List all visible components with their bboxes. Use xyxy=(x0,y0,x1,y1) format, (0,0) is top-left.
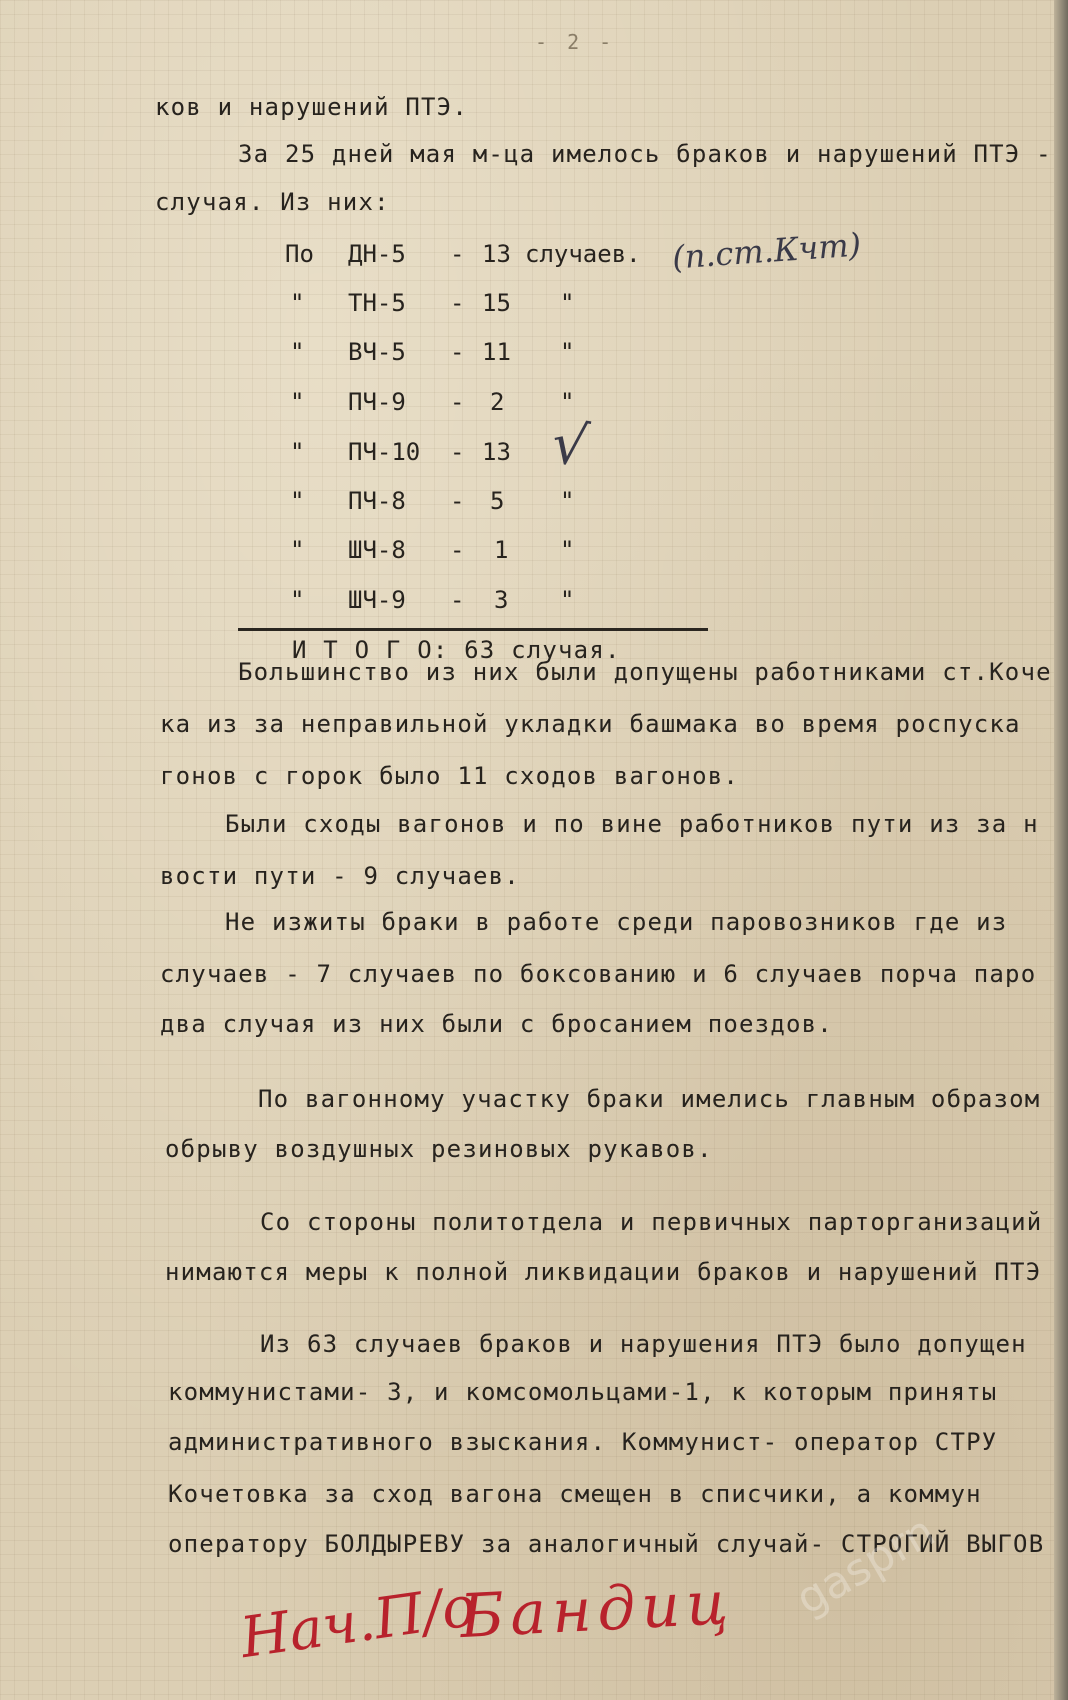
row-unit-word: " xyxy=(560,388,575,416)
row-dash: - xyxy=(450,388,465,416)
handwritten-note: (п.ст.Кчт) xyxy=(670,225,863,277)
text-line: За 25 дней мая м-ца имелось браков и нарушений ПТЭ - xyxy=(238,140,1052,168)
row-unit: ПЧ-9 xyxy=(348,388,406,416)
row-dash: - xyxy=(450,438,465,466)
row-count: 1 xyxy=(494,536,509,564)
row-dash: - xyxy=(450,487,465,515)
row-unit: ТН-5 xyxy=(348,289,406,317)
text-line: коммунистами- 3, и комсомольцами-1, к которым приняты xyxy=(168,1378,998,1406)
total-rule xyxy=(238,628,708,631)
row-prefix: По xyxy=(285,240,314,268)
text-line: вости пути - 9 случаев. xyxy=(160,862,520,890)
row-prefix: " xyxy=(290,487,305,515)
text-line: нимаются меры к полной ликвидации браков и нарушений ПТЭ xyxy=(165,1258,1042,1286)
row-count: 13 xyxy=(482,240,511,268)
signature: Бандиц xyxy=(458,1567,736,1653)
row-unit-word: " xyxy=(560,289,575,317)
row-unit-word: " xyxy=(560,536,575,564)
text-line: административного взыскания. Коммунист- оператор СТРУ xyxy=(168,1428,998,1456)
row-dash: - xyxy=(450,240,465,268)
row-count: 3 xyxy=(494,586,509,614)
row-unit: ВЧ-5 xyxy=(348,338,406,366)
total-line: И Т О Г О: 63 случая. xyxy=(292,636,621,664)
signature-title: Нач.П/о xyxy=(236,1573,480,1672)
text-line: Из 63 случаев браков и нарушения ПТЭ было допущен xyxy=(260,1330,1027,1358)
row-count: 15 xyxy=(482,289,511,317)
text-line: случая. Из них: xyxy=(155,188,390,216)
row-dash: - xyxy=(450,586,465,614)
checkmark-icon: √ xyxy=(547,410,593,481)
text-line: обрыву воздушных резиновых рукавов. xyxy=(165,1135,713,1163)
row-unit: ПЧ-10 xyxy=(348,438,421,466)
text-line: По вагонному участку браки имелись главным образом xyxy=(258,1085,1041,1113)
row-unit: ШЧ-8 xyxy=(348,536,406,564)
row-unit-word: " xyxy=(560,338,575,366)
page-number: - 2 - xyxy=(535,30,616,54)
row-prefix: " xyxy=(290,586,305,614)
row-prefix: " xyxy=(290,388,305,416)
text-line: Не изжиты браки в работе среди паровозников где из xyxy=(225,908,1008,936)
text-line: случаев - 7 случаев по боксованию и 6 случаев порча паро xyxy=(160,960,1037,988)
text-line: Были сходы вагонов и по вине работников пути из за н xyxy=(225,810,1039,838)
watermark: gasprn xyxy=(787,1505,944,1626)
row-unit: ДН-5 xyxy=(348,240,406,268)
row-prefix: " xyxy=(290,438,305,466)
text-line: ка из за неправильной укладки башмака во время роспуска xyxy=(160,710,1021,738)
row-unit-word: случаев. xyxy=(525,240,641,268)
row-unit-word: " xyxy=(560,487,575,515)
row-prefix: " xyxy=(290,338,305,366)
row-unit: ПЧ-8 xyxy=(348,487,406,515)
text-line: ков и нарушений ПТЭ. xyxy=(155,93,468,121)
row-unit-word: " xyxy=(560,586,575,614)
row-count: 2 xyxy=(490,388,505,416)
page-edge-shadow xyxy=(1054,0,1068,1700)
row-prefix: " xyxy=(290,536,305,564)
text-line: Большинство из них были допущены работниками ст.Коче xyxy=(238,658,1052,686)
text-line: Кочетовка за сход вагона смещен в списчики, а коммун xyxy=(168,1480,982,1508)
row-count: 11 xyxy=(482,338,511,366)
row-unit: ШЧ-9 xyxy=(348,586,406,614)
text-line: два случая из них были с бросанием поездов. xyxy=(160,1010,833,1038)
row-count: 5 xyxy=(490,487,505,515)
row-dash: - xyxy=(450,338,465,366)
text-line: Со стороны политотдела и первичных парторганизаций xyxy=(260,1208,1043,1236)
row-prefix: " xyxy=(290,289,305,317)
row-dash: - xyxy=(450,289,465,317)
text-line: гонов с горок было 11 сходов вагонов. xyxy=(160,762,740,790)
row-dash: - xyxy=(450,536,465,564)
row-count: 13 xyxy=(482,438,511,466)
text-line: оператору БОЛДЫРЕВУ за аналогичный случай- СТРОГИЙ ВЫГОВ xyxy=(168,1530,1045,1558)
